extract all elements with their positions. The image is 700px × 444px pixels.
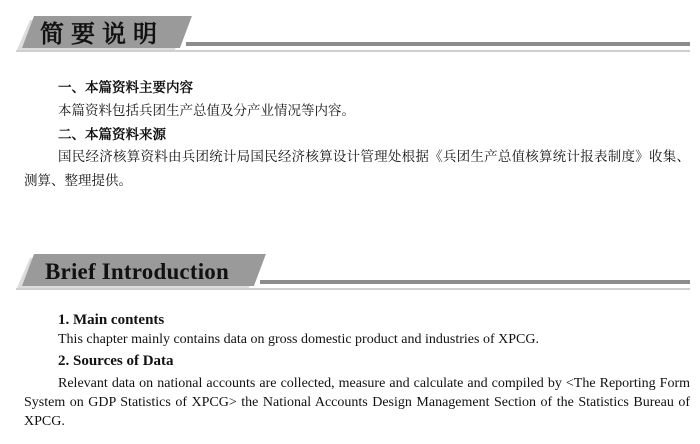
section-banner-en xyxy=(0,244,700,300)
section-heading: 二、本篇资料来源 xyxy=(58,127,166,143)
banner-title: 简要说明 xyxy=(40,19,164,48)
banner-title: Brief Introduction xyxy=(45,259,229,284)
paragraph: Relevant data on national accounts are collected, measure and calculate and compiled by <The Reporting Form System on GDP Statistics of XPCG> the National Accounts Design Management Section of the Statistics Bureau of XPCG. xyxy=(24,376,690,429)
paragraph: 本篇资料包括兵团生产总值及分产业情况等内容。 xyxy=(58,103,355,119)
paragraph: This chapter mainly contains data on gross domestic product and industries of XPCG. xyxy=(58,332,539,347)
section-heading: 一、本篇资料主要内容 xyxy=(58,80,193,96)
section-heading: 2. Sources of Data xyxy=(58,353,174,369)
section-heading: 1. Main contents xyxy=(58,312,165,328)
paragraph: 国民经济核算资料由兵团统计局国民经济核算设计管理处根据《兵团生产总值核算统计报表制度》收集、测算、整理提供。 xyxy=(24,149,690,189)
section-banner-cn xyxy=(0,6,700,62)
